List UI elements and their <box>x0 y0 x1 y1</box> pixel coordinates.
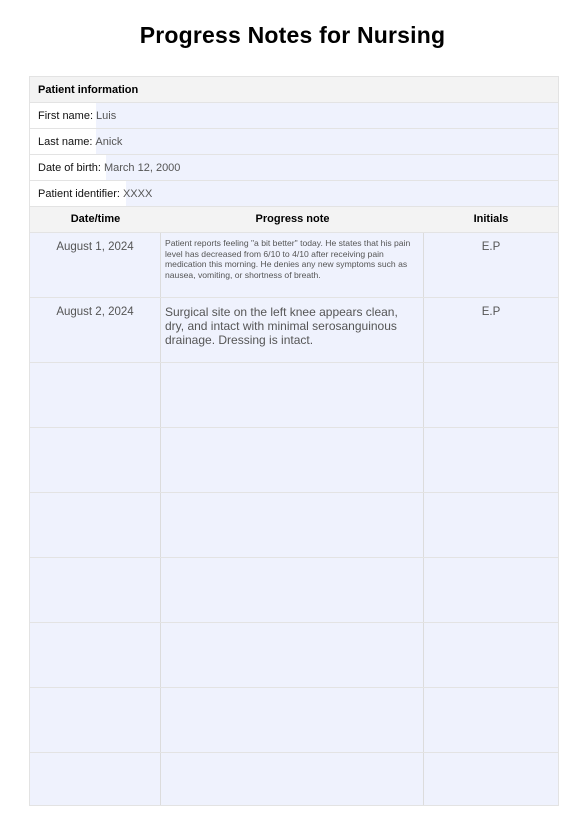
note-cell[interactable] <box>161 428 424 492</box>
initials-cell[interactable] <box>424 363 558 427</box>
table-row <box>30 363 558 428</box>
dob-label: Date of birth: <box>38 161 101 174</box>
patient-identifier-label: Patient identifier: <box>38 187 120 200</box>
progress-notes-form <box>29 76 559 806</box>
page-title: Progress Notes for Nursing <box>139 22 446 48</box>
initials-cell[interactable] <box>424 688 558 752</box>
date-cell[interactable] <box>30 558 161 622</box>
date-cell[interactable] <box>30 623 161 687</box>
date-cell[interactable] <box>30 688 161 752</box>
initials-cell[interactable] <box>424 428 558 492</box>
date-cell[interactable]: August 1, 2024 <box>30 233 161 297</box>
note-cell[interactable] <box>161 558 424 622</box>
initials-cell[interactable]: E.P <box>424 298 558 362</box>
initials-cell[interactable] <box>424 558 558 622</box>
note-cell[interactable]: Patient reports feeling "a bit better" today. He states that his pain level has decreased from 6/10 to 4/10 after receiving pain medication this morning. He denies any new symptoms such as nausea, vomiting, or shortness of breath. <box>161 233 424 297</box>
initials-cell[interactable]: E.P <box>424 233 558 297</box>
col-header-initials: Initials <box>473 213 509 225</box>
table-row <box>30 428 558 493</box>
patient-identifier-row <box>30 181 558 207</box>
last-name-label: Last name: <box>38 135 93 148</box>
initials-cell[interactable] <box>424 493 558 557</box>
patient-info-header: Patient information <box>30 77 558 103</box>
note-cell[interactable]: Surgical site on the left knee appears clean, dry, and intact with minimal serosanguinous drainage. Dressing is intact. <box>161 298 424 362</box>
date-cell[interactable] <box>30 428 161 492</box>
date-cell[interactable]: August 2, 2024 <box>30 298 161 362</box>
table-row <box>30 558 558 623</box>
notes-table-header <box>30 207 558 233</box>
table-row <box>30 493 558 558</box>
last-name-field[interactable]: Anick <box>95 135 123 148</box>
note-cell[interactable] <box>161 753 424 805</box>
date-cell[interactable] <box>30 753 161 805</box>
note-cell[interactable] <box>161 363 424 427</box>
table-row <box>30 298 558 363</box>
dob-field[interactable]: March 12, 2000 <box>103 161 181 174</box>
patient-identifier-field[interactable]: XXXX <box>122 187 153 200</box>
col-header-note: Progress note <box>255 213 330 225</box>
date-cell[interactable] <box>30 363 161 427</box>
date-cell[interactable] <box>30 493 161 557</box>
note-cell[interactable] <box>161 623 424 687</box>
first-name-field[interactable]: Luis <box>96 109 117 122</box>
dob-row <box>30 155 558 181</box>
initials-cell[interactable] <box>424 753 558 805</box>
table-row <box>30 233 558 298</box>
first-name-label: First name: <box>38 109 94 122</box>
note-cell[interactable] <box>161 688 424 752</box>
notes-table-body <box>30 233 558 805</box>
table-row <box>30 688 558 753</box>
initials-cell[interactable] <box>424 623 558 687</box>
table-row <box>30 753 558 805</box>
note-cell[interactable] <box>161 493 424 557</box>
first-name-row <box>30 103 558 129</box>
last-name-row <box>30 129 558 155</box>
table-row <box>30 623 558 688</box>
col-header-date: Date/time <box>70 213 121 225</box>
